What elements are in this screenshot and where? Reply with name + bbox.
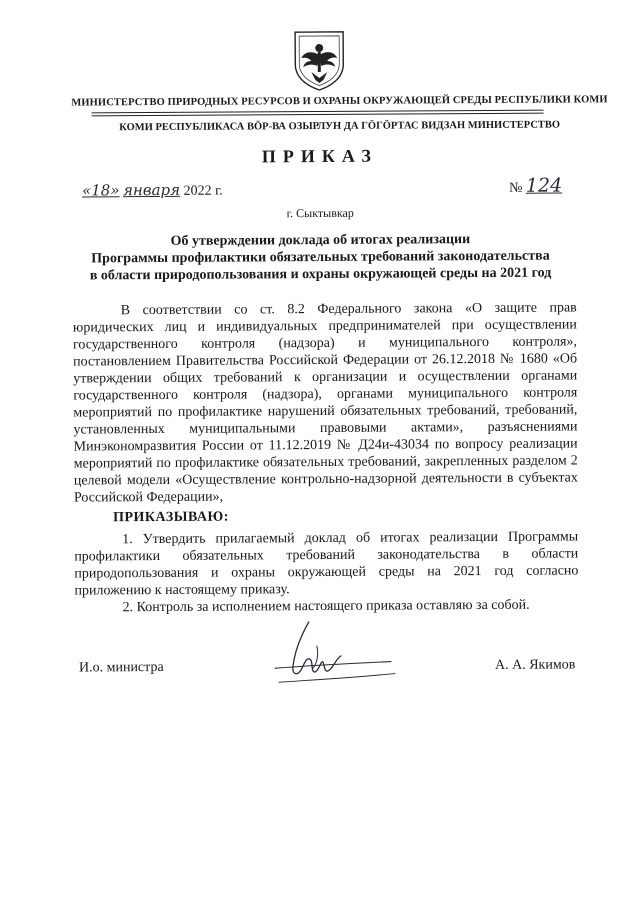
handwritten-signature-icon: [271, 616, 399, 697]
order-subject: [70, 230, 570, 284]
subject-line: Программы профилактики обязательных требований законодательства: [91, 248, 550, 267]
order-item-2: 2. Контроль за исполнением настоящего приказа оставляю за собой.: [122, 597, 530, 616]
order-date: [82, 181, 223, 201]
date-day-handwritten: «18»: [81, 181, 120, 200]
subject-line: Об утверждении доклада об итогах реализации: [170, 232, 471, 249]
date-month-handwritten: января: [122, 180, 181, 200]
ministry-name-komi: КОМИ РЕСПУБЛИКАСА ВӦР-ВА ОЗЫРЛУН ДА ГӦГӦРТАС ВИДЗАН МИНИСТЕРСТВО: [119, 119, 561, 134]
date-year: 2022 г.: [183, 183, 223, 199]
preamble-paragraph: В соответствии со ст. 8.2 Федерального закона «О защите прав юридических лиц и индивидуальных предпринимателей при осуществлении государственного контроля (надзора) и муниципального контроля», постановлением Правительства Российской Федерации от 26.12.2018 № 1680 «Об утверждении общих требований к организации и осуществлении органами государственного контроля (надзора), органами муниципального контроля мероприятий по профилактике нарушений обязательных требований, требований, установленных муниципальными правовыми актами», разъяснениями Минэкономразвития России от 11.12.2019 № Д24и-43034 по вопросу реализации мероприятий по профилактике обязательных требований, закрепленных разделом 2 целевой модели «Осуществление контрольно-надзорной деятельности в субъектах Российской Федерации»,: [72, 300, 578, 506]
command-heading: ПРИКАЗЫВАЮ:: [113, 509, 229, 526]
subject-line: в области природопользования и охраны окружающей среды на 2021 год: [89, 265, 552, 284]
signatory-name: А. А. Якимов: [494, 657, 576, 673]
city: г. Сыктывкар: [286, 205, 354, 221]
komi-coat-of-arms-icon: [289, 28, 349, 92]
number-prefix: №: [509, 180, 523, 196]
order-number: [509, 175, 562, 197]
signatory-position: И.о. министра: [78, 659, 164, 676]
document-title: ПРИКАЗ: [261, 145, 378, 167]
order-item-1: 1. Утвердить прилагаемый доклад об итогах реализации Программы профилактики обязательных требований законодательства в области природопользования и охраны окружающей среды на 2021 год согласно приложению к настоящему приказу.: [74, 529, 579, 599]
number-handwritten: 124: [525, 174, 563, 197]
ministry-name-russian: МИНИСТЕРСТВО ПРИРОДНЫХ РЕСУРСОВ И ОХРАНЫ ОКРУЖАЮЩЕЙ СРЕДЫ РЕСПУБЛИКИ КОМИ: [71, 94, 608, 109]
